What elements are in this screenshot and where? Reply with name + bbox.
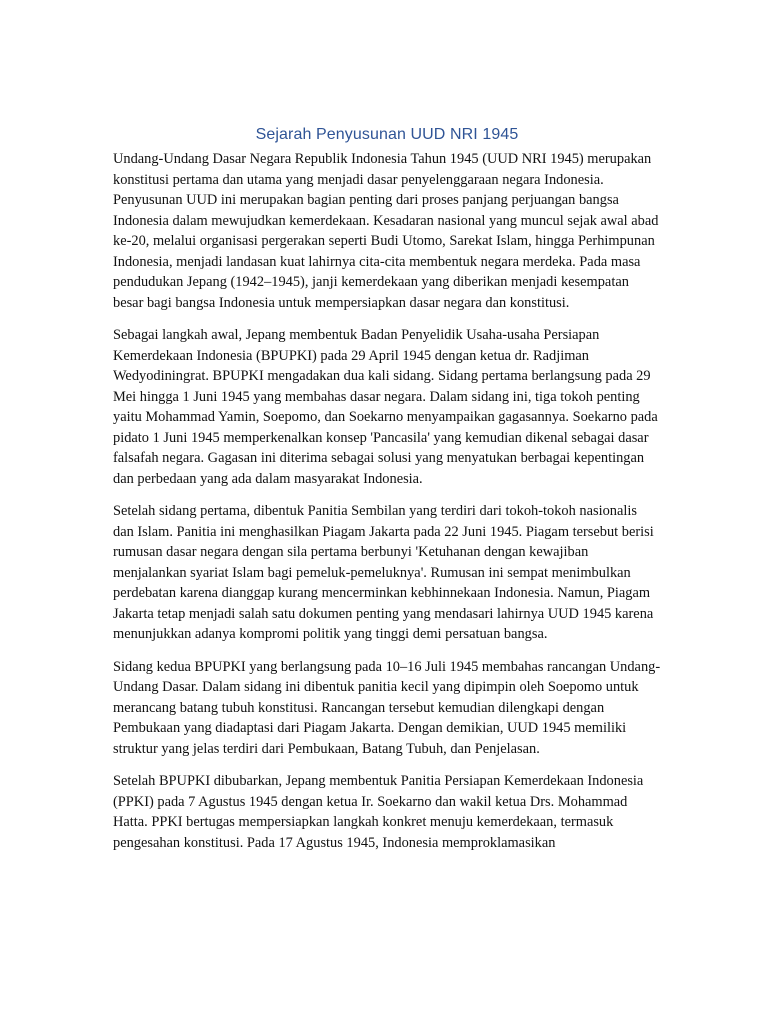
paragraph: Undang-Undang Dasar Negara Republik Indonesia Tahun 1945 (UUD NRI 1945) merupakan konstitusi pertama dan utama yang menjadi dasar penyelenggaraan negara Indonesia. Penyusunan UUD ini merupakan bagian penting dari proses panjang perjuangan bangsa Indonesia dalam mewujudkan kemerdekaan. Kesadaran nasional yang muncul sejak awal abad ke-20, melalui organisasi pergerakan seperti Budi Utomo, Sarekat Islam, hingga Perhimpunan Indonesia, menjadi landasan kuat lahirnya cita-cita membentuk negara merdeka. Pada masa pendudukan Jepang (1942–1945), janji kemerdekaan yang diberikan menjadi kesempatan besar bagi bangsa Indonesia untuk mempersiapkan dasar negara dan konstitusi. xyxy=(113,151,659,311)
paragraph: Setelah sidang pertama, dibentuk Panitia Sembilan yang terdiri dari tokoh-tokoh nasionalis dan Islam. Panitia ini menghasilkan Piagam Jakarta pada 22 Juni 1945. Piagam tersebut berisi rumusan dasar negara dengan sila pertama berbunyi 'Ketuhanan dengan kewajiban menjalankan syariat Islam bagi pemeluk-pemeluknya'. Rumusan ini sempat menimbulkan perdebatan karena dianggap kurang mencerminkan kebhinnekaan Indonesia. Namun, Piagam Jakarta tetap menjadi salah satu dokumen penting yang mendasari lahirnya UUD 1945 karena menunjukkan adanya kompromi politik yang tinggi demi persatuan bangsa. xyxy=(113,503,654,642)
paragraph: Setelah BPUPKI dibubarkan, Jepang membentuk Panitia Persiapan Kemerdekaan Indonesia (PPKI) pada 7 Agustus 1945 dengan ketua Ir. Soekarno dan wakil ketua Drs. Mohammad Hatta. PPKI bertugas mempersiapkan langkah konkret menuju kemerdekaan, termasuk pengesahan konstitusi. Pada 17 Agustus 1945, Indonesia memproklamasikan xyxy=(113,773,644,851)
document-body xyxy=(113,125,661,865)
paragraph: Sebagai langkah awal, Jepang membentuk Badan Penyelidik Usaha-usaha Persiapan Kemerdekaan Indonesia (BPUPKI) pada 29 April 1945 dengan ketua dr. Radjiman Wedyodiningrat. BPUPKI mengadakan dua kali sidang. Sidang pertama berlangsung pada 29 Mei hingga 1 Juni 1945 yang membahas dasar negara. Dalam sidang ini, tiga tokoh penting yaitu Mohammad Yamin, Soepomo, dan Soekarno menyampaikan gagasannya. Soekarno pada pidato 1 Juni 1945 memperkenalkan konsep 'Pancasila' yang kemudian dikenal sebagai dasar falsafah negara. Gagasan ini diterima sebagai solusi yang menyatukan berbagai kepentingan dan perbedaan yang ada dalam masyarakat Indonesia. xyxy=(113,327,658,487)
paragraph: Sidang kedua BPUPKI yang berlangsung pada 10–16 Juli 1945 membahas rancangan Undang-Undang Dasar. Dalam sidang ini dibentuk panitia kecil yang dipimpin oleh Soepomo untuk merancang batang tubuh konstitusi. Rancangan tersebut kemudian dilengkapi dengan Pembukaan yang diadaptasi dari Piagam Jakarta. Dengan demikian, UUD 1945 memiliki struktur yang jelas terdiri dari Pembukaan, Batang Tubuh, dan Penjelasan. xyxy=(113,658,661,757)
document-title: Sejarah Penyusunan UUD NRI 1945 xyxy=(255,126,519,143)
